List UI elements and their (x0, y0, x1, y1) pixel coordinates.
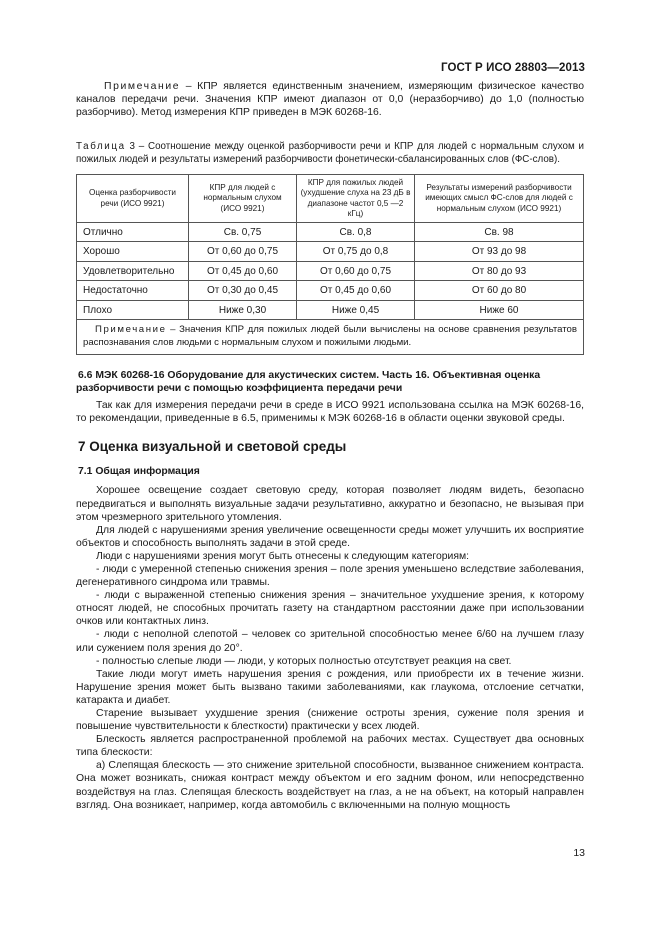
table-cell: Ниже 0,30 (189, 300, 297, 320)
list-item: - люди с умеренной степенью снижения зрения – поле зрения уменьшено вследствие заболевания, дегенеративного синдрома или травмы. (76, 563, 584, 589)
table-header-cell: Результаты измерений разборчивости имеющих смысл ФС-слов для людей с нормальным слухом (ИСО 9921) (415, 175, 584, 223)
paragraph: Такие люди могут иметь нарушения зрения с рождения, или приобрести их в течение жизни. Нарушение зрения может быть вызвано такими заболеваниями, как глаукома, отслоение сетчатки, катаракта и диабет. (76, 668, 584, 706)
table-header-cell: Оценка разборчивости речи (ИСО 9921) (77, 175, 189, 223)
table-cell: От 0,30 до 0,45 (189, 281, 297, 301)
table-cell: От 0,75 до 0,8 (297, 242, 415, 262)
table-row (77, 242, 584, 262)
table-cell: Хорошо (77, 242, 189, 262)
paragraph: Хорошее освещение создает световую среду, которая позволяет людям видеть, безопасно передвигаться и выполнять визуальные задачи результативно, аккуратно и безопасно, не вызывая при этом чрезмерного зрительного утомления. (76, 485, 584, 523)
list-item: - люди с неполной слепотой – человек со зрительной способностью менее 6/60 на лучшем глазу или сужением поля зрения до 20°. (76, 629, 584, 654)
paragraph: Старение вызывает ухудшение зрения (снижение остроты зрения, сужение поля зрения и повышение чувствительности к блесткости) практически у всех людей. (76, 708, 584, 733)
table-header-row (77, 175, 584, 223)
table-row (77, 222, 584, 242)
table-cell: Св. 0,8 (297, 222, 415, 242)
table-cell: Отлично (77, 222, 189, 242)
table-3 (76, 174, 584, 355)
table-cell: Ниже 60 (415, 300, 584, 320)
section-6-6-paragraph: Так как для измерения передачи речи в среде в ИСО 9921 использована ссылка на МЭК 60268-16, то рекомендации, приведенные в 6.5, применимы к МЭК 60268-16 в области оценки звуковой среды. (76, 400, 584, 425)
table-cell: Ниже 0,45 (297, 300, 415, 320)
paragraph: Блескость является распространенной проблемой на рабочих местах. Существует два основных типа блескости: (76, 734, 584, 759)
table-header-cell: КПР для пожилых людей (ухудшение слуха на 23 дБ в диапазоне частот 0,5 —2 кГц) (297, 175, 415, 223)
table-cell: Недостаточно (77, 281, 189, 301)
table-cell: От 0,45 до 0,60 (189, 261, 297, 281)
table-cell: Плохо (77, 300, 189, 320)
table-row (77, 300, 584, 320)
table-row (77, 261, 584, 281)
table-cell: Удовлетворительно (77, 261, 189, 281)
section-6-6-heading: 6.6 МЭК 60268-16 Оборудование для акустических систем. Часть 16. Объективная оценка разборчивости речи с помощью коэффициента передачи речи (76, 370, 541, 395)
table-header-cell: КПР для людей с нормальным слухом (ИСО 9921) (189, 175, 297, 223)
paragraph: а) Слепящая блескость — это снижение зрительной способности, вызванное снижением контраста. Она может возникать, снижая контраст между объектом и его задним фоном, или непосредственно воздействуя на глаз. Слепящая блескость воздействует на глаз, а не на объект, на который направлен взгляд. Она возникает, например, когда автомобиль с включенными на полную мощность (76, 760, 584, 811)
note-text: – КПР является единственным значением, измеряющим физическое качество каналов передачи речи. Значения КПР имеют диапазон от 0,0 (неразборчиво) до 1,0 (полностью разборчиво). Метод измерения КПР приведен в МЭК 60268-16. (76, 81, 584, 119)
table-caption-label: Таблица (76, 141, 126, 153)
table-note-text: – Значения КПР для пожилых людей были вычислены на основе сравнения результатов распознавания слов людьми с нормальным слухом и пожилыми людьми. (83, 324, 577, 348)
table-cell: От 60 до 80 (415, 281, 584, 301)
table-cell: От 0,60 до 0,75 (297, 261, 415, 281)
section-7-1-heading: 7.1 Общая информация (78, 466, 200, 478)
list-item: - полностью слепые люди — люди, у которых полностью отсутствует реакция на свет. (96, 655, 512, 667)
document-id-header: ГОСТ Р ИСО 28803—2013 (440, 62, 585, 74)
paragraph: Для людей с нарушениями зрения увеличение освещенности среды может улучшить их восприятие объектов и способность выполнять задачи в этой среде. (76, 524, 584, 549)
table-cell: От 80 до 93 (415, 261, 584, 281)
table-cell: Св. 0,75 (189, 222, 297, 242)
table-note (77, 320, 584, 355)
table-row (77, 281, 584, 301)
table-cell: От 0,45 до 0,60 (297, 281, 415, 301)
list-item: - люди с выраженной степенью снижения зрения – значительное ухудшение зрения, к которому относят людей, не способных прочитать газету на стандартном расстоянии даже при использовании очков или контактных линз. (76, 590, 584, 628)
table-cell: От 0,60 до 0,75 (189, 242, 297, 262)
page-number: 13 (573, 847, 585, 859)
table-cell: Св. 98 (415, 222, 584, 242)
section-7-heading: 7 Оценка визуальной и световой среды (78, 439, 347, 455)
note-label: Примечание (104, 81, 181, 92)
note-kpr (76, 80, 584, 119)
page-content (76, 80, 584, 812)
paragraph: Люди с нарушениями зрения могут быть отнесены к следующим категориям: (96, 550, 470, 562)
table-note-row (77, 320, 584, 355)
table-note-label: Примечание (95, 324, 167, 336)
table-caption (76, 141, 584, 166)
table-caption-text: 3 – Соотношение между оценкой разборчивости речи и КПР для людей с нормальным слухом и пожилых людей и результаты измерений разборчивости фонетически-сбалансированных слов (ФС-слов). (76, 141, 584, 165)
table-cell: От 93 до 98 (415, 242, 584, 262)
